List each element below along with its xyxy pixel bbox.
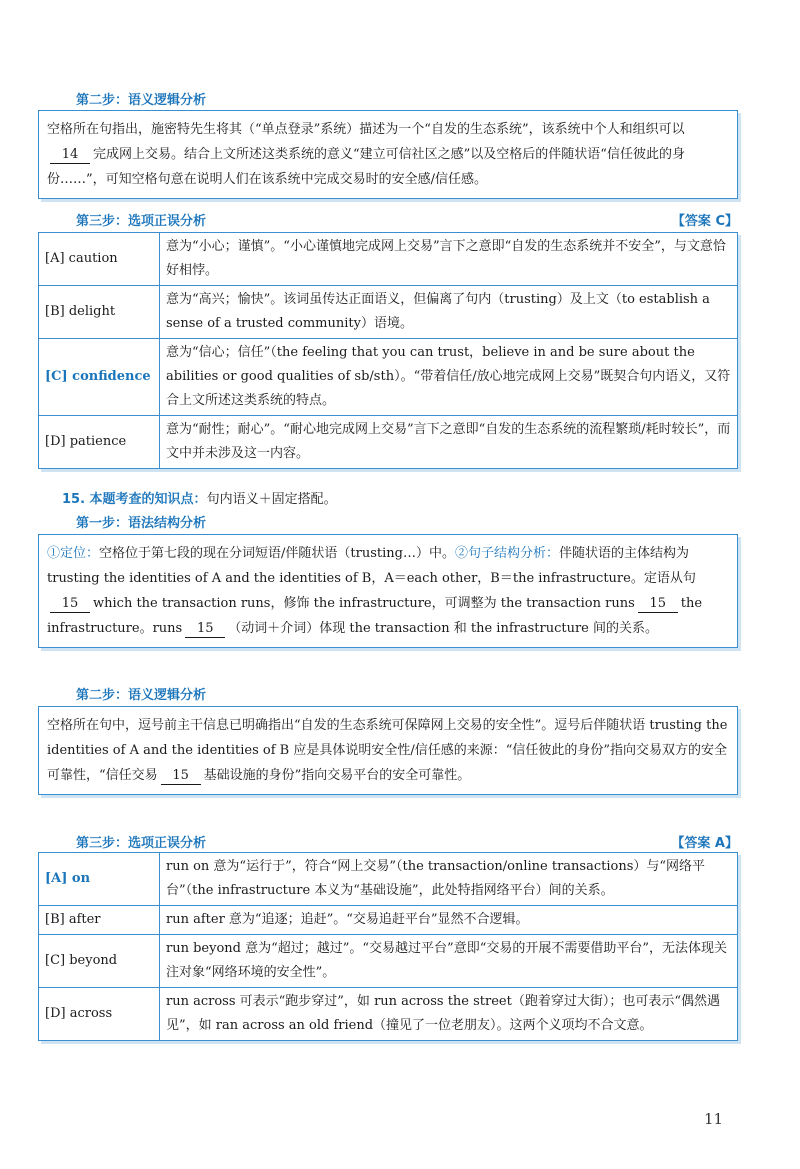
step2-heading: 第二步：语义逻辑分析: [76, 93, 207, 108]
step2-text: 完成网上交易。结合上文所述这类系统的意义“建立可信社区之感”以及空格后的伴随状语“信任彼此的身份……”，可知空格句意在说明人们在该系统中完成交易时的安全感/信任感。: [47, 147, 685, 187]
table-row: [39, 906, 738, 935]
answer-blank: 15: [185, 621, 225, 638]
answer-blank: 15: [638, 596, 678, 613]
question-title-text: 句内语义＋固定搭配。: [206, 492, 337, 507]
step2-text: 基础设施的身份”指向交易平台的安全可靠性。: [203, 768, 471, 783]
answer-blank: 14: [50, 147, 90, 164]
step2-heading: 第二步：语义逻辑分析: [76, 688, 207, 703]
option-cell: [B] delight: [39, 286, 160, 339]
step2-box: [38, 706, 738, 795]
table-row: [39, 988, 738, 1041]
options-table: [38, 232, 738, 469]
table-row: [39, 233, 738, 286]
option-explanation: 意为“高兴；愉快”。该词虽传达正面语义，但偏离了句内（trusting）及上文（to establish a sense of a trusted community）语境。: [160, 286, 738, 339]
option-cell: [C] beyond: [39, 935, 160, 988]
answer-blank: 15: [50, 596, 90, 613]
step1-text: which the transaction runs，修饰 the infrastructure，可调整为 the transaction runs: [93, 596, 635, 611]
step1-heading: 第一步：语法结构分析: [76, 516, 207, 531]
answer-label: 【答案 C】: [671, 214, 738, 229]
step2-text: 空格所在句指出，施密特先生将其（“单点登录”系统）描述为一个“自发的生态系统”，该系统中个人和组织可以: [47, 122, 685, 137]
option-explanation: run across 可表示“跑步穿过”，如 run across the street（跑着穿过大街）；也可表示“偶然遇见”，如 ran across an old friend（撞见了一位老朋友）。这两个义项均不合文意。: [160, 988, 738, 1041]
step3-heading: 第三步：选项正误分析: [76, 836, 207, 851]
answer-blank: 15: [161, 768, 201, 785]
table-row: [39, 339, 738, 416]
question-title: [62, 488, 337, 507]
option-explanation: 意为“耐性；耐心”。“耐心地完成网上交易”言下之意即“自发的生态系统的流程繁琐/耗时较长”，而文中并未涉及这一内容。: [160, 416, 738, 469]
step1-text: （动词＋介词）体现 the transaction 和 the infrastructure 间的关系。: [228, 621, 659, 636]
table-row: [39, 935, 738, 988]
table-row: [39, 853, 738, 906]
option-cell-correct: [C] confidence: [39, 339, 160, 416]
option-explanation: run beyond 意为“超过；越过”。“交易越过平台”意即“交易的开展不需要借助平台”，无法体现关注对象“网络环境的安全性”。: [160, 935, 738, 988]
option-cell: [A] caution: [39, 233, 160, 286]
page-number: 11: [704, 1110, 724, 1128]
table-row: [39, 286, 738, 339]
table-row: [39, 416, 738, 469]
step1-text: 空格位于第七段的现在分词短语/伴随状语（trusting…）中。: [99, 546, 455, 561]
locate-label: ①定位：: [47, 546, 100, 561]
options-table: [38, 852, 738, 1041]
step3-heading: 第三步：选项正误分析: [76, 214, 207, 229]
step2-box: [38, 110, 738, 199]
option-explanation: run after 意为“追逐；追赶”。“交易追赶平台”显然不合逻辑。: [160, 906, 738, 935]
option-explanation: run on 意为“运行于”，符合“网上交易”（the transaction/online transactions）与“网络平台”（the infrastructure 本义为“基础设施”，此处特指网络平台）间的关系。: [160, 853, 738, 906]
option-explanation: 意为“信心；信任”（the feeling that you can trust，believe in and be sure about the abilities or good qualities of sb/sth）。“带着信任/放心地完成网上交易”既契合句内语义，又符合上文所述这类系统的特点。: [160, 339, 738, 416]
option-cell: [D] across: [39, 988, 160, 1041]
structure-label: ②句子结构分析：: [454, 546, 559, 561]
option-explanation: 意为“小心；谨慎”。“小心谨慎地完成网上交易”言下之意即“自发的生态系统并不安全”，与文意恰好相悖。: [160, 233, 738, 286]
question-title-label: 15. 本题考查的知识点：: [62, 492, 207, 507]
step1-text: the infrastructure。runs: [47, 596, 703, 636]
step1-text: 伴随状语的主体结构为 trusting the identities of A and the identities of B，A＝each other，B＝the infrastructure。定语从句: [47, 546, 696, 586]
step2-text: 空格所在句中，逗号前主干信息已明确指出“自发的生态系统可保障网上交易的安全性”。逗号后伴随状语 trusting the identities of A and the identities of B 应是具体说明安全性/信任感的来源：“信任彼此的身份”指向交易双方的安全可靠性，“信任交易: [47, 718, 728, 783]
option-cell: [D] patience: [39, 416, 160, 469]
answer-label: 【答案 A】: [671, 836, 738, 851]
option-cell-correct: [A] on: [39, 853, 160, 906]
step1-box: [38, 534, 738, 648]
option-cell: [B] after: [39, 906, 160, 935]
